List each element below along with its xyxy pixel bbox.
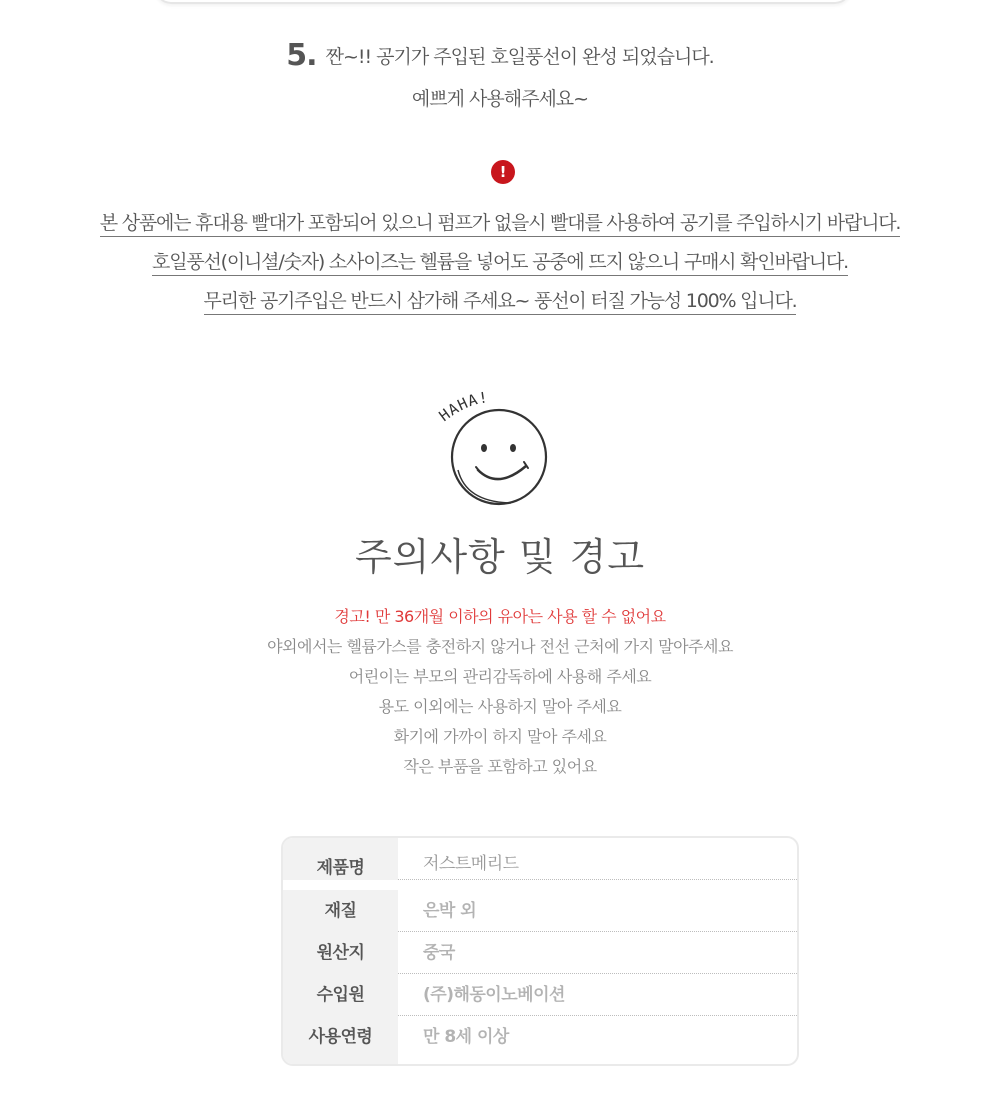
notice-line-1 (0, 208, 1000, 235)
notice-text-3: 무리한 공기주입은 반드시 삼가해 주세요~ 풍선이 터질 가능성 100% 입니다. (204, 290, 797, 315)
step-number: 5. (286, 38, 317, 73)
exclamation-icon: ! (491, 160, 515, 184)
notice-line-3 (0, 286, 1000, 313)
spec-label: 원산지 (283, 932, 398, 974)
caution-line-3: 용도 이외에는 사용하지 말아 주세요 (378, 697, 622, 716)
notice-line-2 (0, 247, 1000, 274)
notice-text-2: 호일풍선(이니셜/숫자) 소사이즈는 헬륨을 넣어도 공중에 뜨지 않으니 구매시 확인바랍니다. (152, 251, 848, 276)
svg-text:HAHA! (436, 390, 490, 425)
spec-label: 제품명 (283, 838, 398, 880)
caution-title: 주의사항 및 경고 (354, 535, 646, 579)
spec-label: 수입원 (283, 974, 398, 1016)
warning-infant: 경고! 만 36개월 이하의 유아는 사용 할 수 없어요 (334, 607, 666, 626)
product-spec-table (281, 836, 799, 1066)
spec-row-material (283, 890, 797, 932)
spec-value: (주)해동이노베이션 (423, 985, 565, 1005)
spec-value: 만 8세 이상 (423, 1027, 509, 1047)
step-5-line-2: 예쁘게 사용해주세요~ (411, 88, 589, 110)
spec-label: 재질 (283, 890, 398, 932)
spec-row-origin (283, 932, 797, 974)
step-5-line-1 (0, 38, 1000, 73)
haha-text: HAHA! (436, 390, 490, 426)
top-content-box-edge (155, 0, 851, 4)
caution-line-4: 화기에 가까이 하지 말아 주세요 (393, 727, 607, 746)
notice-text-1: 본 상품에는 휴대용 빨대가 포함되어 있으니 펌프가 없을시 빨대를 사용하여 공기를 주입하시기 바랍니다. (100, 212, 901, 237)
smiley-face-icon (436, 390, 556, 510)
caution-line-5: 작은 부품을 포함하고 있어요 (403, 757, 597, 776)
spec-row-importer (283, 974, 797, 1016)
spec-label: 사용연령 (283, 1016, 398, 1064)
spec-row-product-name (283, 838, 797, 880)
spec-value: 저스트메리드 (423, 854, 519, 874)
spec-value: 중국 (423, 943, 455, 963)
step-text: 짠~!! 공기가 주입된 호일풍선이 완성 되었습니다. (325, 46, 714, 68)
caution-line-1: 야외에서는 헬륨가스를 충전하지 않거나 전선 근처에 가지 말아주세요 (267, 637, 733, 656)
row-divider (398, 879, 797, 880)
caution-line-2: 어린이는 부모의 관리감독하에 사용해 주세요 (348, 667, 652, 686)
spec-value: 은박 외 (423, 901, 477, 921)
spec-row-age (283, 1016, 797, 1064)
